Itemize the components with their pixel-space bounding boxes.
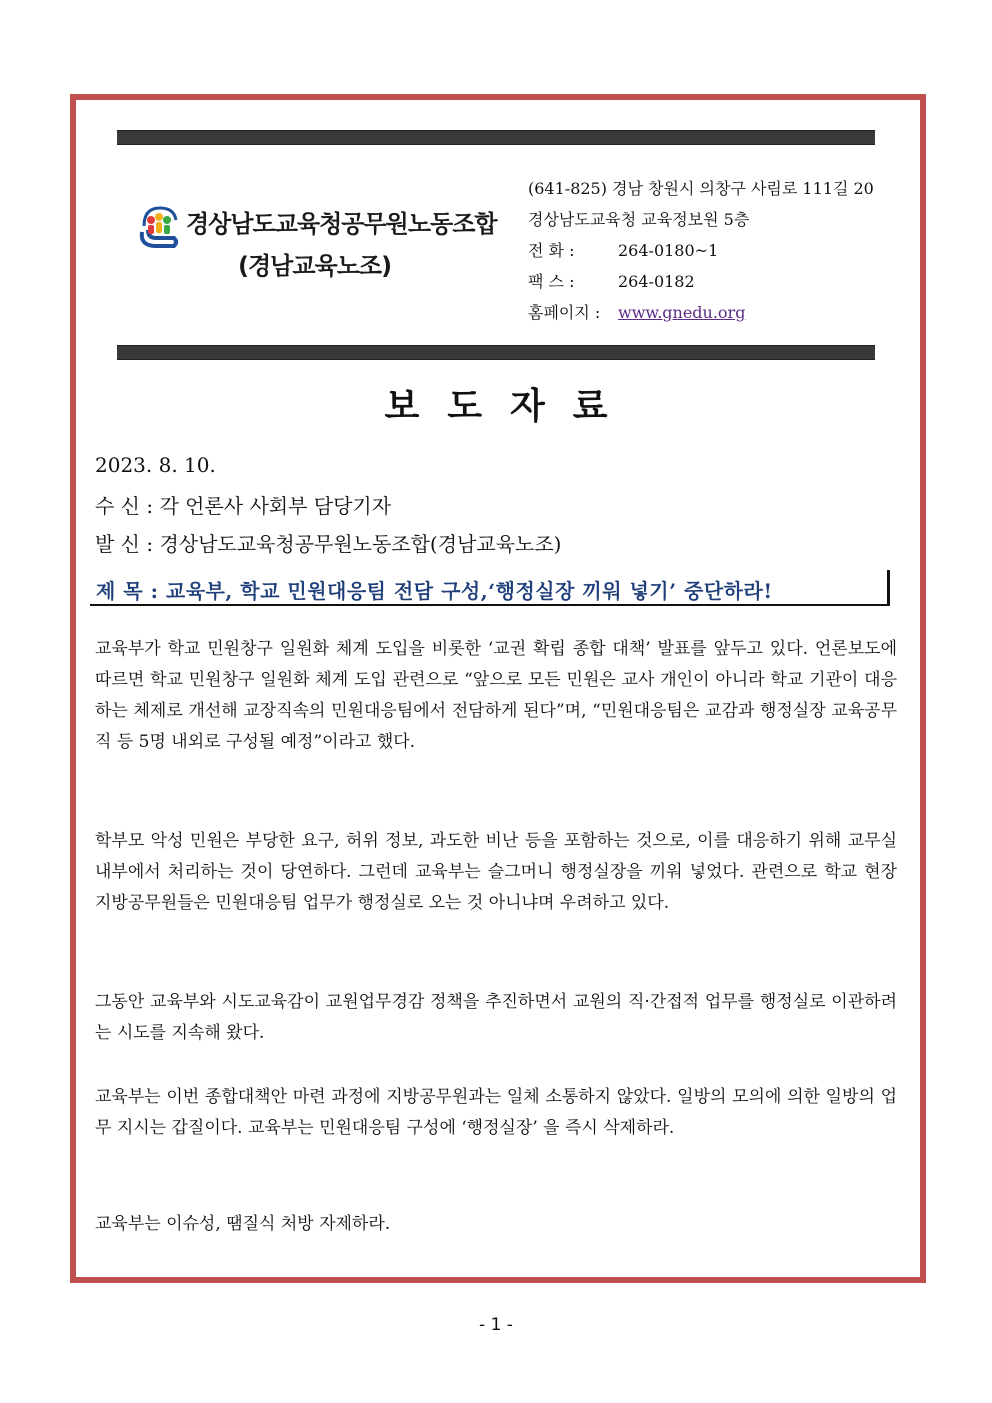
subject-box (90, 570, 890, 606)
recipient-line: 수 신 : 각 언론사 사회부 담당기자 (95, 494, 392, 518)
fax-row (528, 266, 874, 297)
homepage-label: 홈페이지 : (528, 303, 601, 322)
page-title: 보도자료 (384, 385, 636, 427)
phone-label: 전 화 : (528, 241, 575, 260)
homepage-row (528, 297, 874, 328)
homepage-link[interactable]: www.gnedu.org (618, 303, 746, 322)
subject-line: 제 목 : 교육부, 학교 민원대응팀 전담 구성,‘행정실장 끼워 넣기’ 중단하라! (96, 579, 773, 603)
body-paragraph-2: 학부모 악성 민원은 부당한 요구, 허위 정보, 과도한 비난 등을 포함하는 것으로, 이를 대응하기 위해 교무실 내부에서 처리하는 것이 당연하다. 그런데 교육부는 슬그머니 행정실장을 끼워 넣었다. 관련으로 학교 현장 지방공무원들은 민원대응팀 업무가 행정실로 오는 것 아니냐며 우려하고 있다. (95, 831, 897, 913)
contact-block (528, 173, 874, 328)
page-number: - 1 - (479, 1315, 513, 1335)
sender-line: 발 신 : 경상남도교육청공무원노동조합(경남교육노조) (95, 532, 562, 556)
org-short-name: (경남교육노조) (238, 252, 392, 280)
address-line-2: 경상남도교육청 교육정보원 5층 (528, 210, 750, 229)
union-logo (134, 200, 514, 290)
phone-value: 264-0180~1 (618, 241, 719, 260)
union-logo-icon (134, 202, 182, 250)
address-line-1: (641-825) 경남 창원시 의창구 사림로 111길 20 (528, 179, 874, 198)
header-bottom-rule (117, 345, 875, 360)
body-paragraph-1: 교육부가 학교 민원창구 일원화 체계 도입을 비롯한 ‘교권 확립 종합 대책’ 발표를 앞두고 있다. 언론보도에 따르면 학교 민원창구 일원화 체계 도입 관련으로 “앞으로 모든 민원은 교사 개인이 아니라 학교 기관이 대응하는 체제로 개선해 교장직속의 민원대응팀에서 전담하게 된다”며, “민원대응팀은 교감과 행정실장 교육공무직 등 5명 내외로 구성될 예정”이라고 했다. (95, 639, 897, 752)
header-top-rule (117, 130, 875, 145)
phone-row (528, 235, 874, 266)
body-paragraph-5: 교육부는 이슈성, 땜질식 처방 자제하라. (95, 1214, 391, 1234)
body-paragraph-4: 교육부는 이번 종합대책안 마련 과정에 지방공무원과는 일체 소통하지 않았다. 일방의 모의에 의한 일방의 업무 지시는 갑질이다. 교육부는 민원대응팀 구성에 ‘행정실장’ 을 즉시 삭제하라. (95, 1087, 897, 1138)
fax-value: 264-0182 (618, 272, 695, 291)
release-date: 2023. 8. 10. (95, 453, 216, 477)
body-paragraph-3: 그동안 교육부와 시도교육감이 교원업무경감 정책을 추진하면서 교원의 직·간접적 업무를 행정실로 이관하려는 시도를 지속해 왔다. (95, 992, 897, 1043)
org-name: 경상남도교육청공무원노동조합 (186, 210, 497, 238)
fax-label: 팩 스 : (528, 272, 575, 291)
